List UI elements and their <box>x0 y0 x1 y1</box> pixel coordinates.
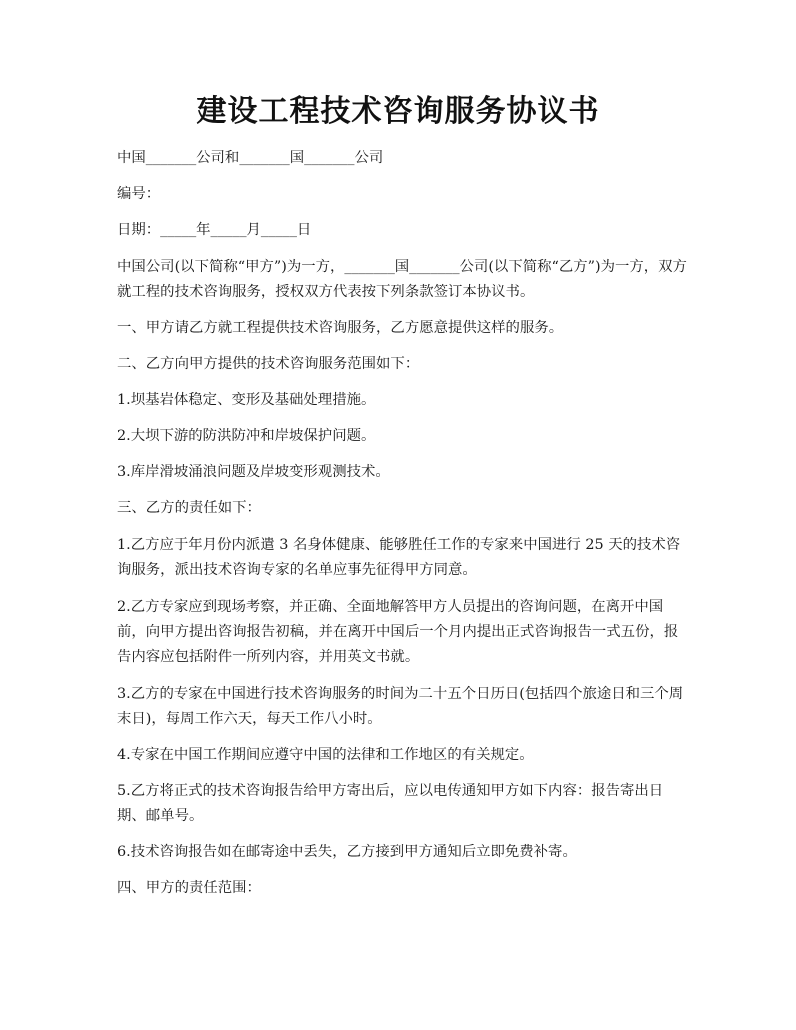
number-line: 编号： <box>117 186 161 202</box>
clause-3-item-4: 4.专家在中国工作期间应遵守中国的法律和工作地区的有关规定。 <box>117 747 534 763</box>
clause-2-heading: 二、乙方向甲方提供的技术咨询服务范围如下： <box>117 356 420 372</box>
clause-2-item-2: 2.大坝下游的防洪防冲和岸坡保护问题。 <box>117 428 376 444</box>
clause-3-item-1: 1.乙方应于年月份内派遣 3 名身体健康、能够胜任工作的专家来中国进行 25 天的技术咨询服务，派出技术咨询专家的名单应事先征得甲方同意。 <box>117 537 681 578</box>
clause-4-heading: 四、甲方的责任范围： <box>117 880 261 896</box>
clause-3-item-3: 3.乙方的专家在中国进行技术咨询服务的时间为二十五个日历日(包括四个旅途日和三个周末日)，每周工作六天，每天工作八小时。 <box>117 686 684 727</box>
clause-1: 一、甲方请乙方就工程提供技术咨询服务，乙方愿意提供这样的服务。 <box>117 320 564 336</box>
preamble-paragraph: 中国公司(以下简称“甲方”)为一方，_______国_______公司(以下简称“乙方”)为一方，双方就工程的技术咨询服务，授权双方代表按下列条款签订本协议书。 <box>117 259 687 300</box>
date-line: 日期：_____年_____月_____日 <box>117 222 312 238</box>
document-title: 建设工程技术咨询服务协议书 <box>196 94 600 129</box>
clause-2-item-3: 3.库岸滑坡涌浪问题及岸坡变形观测技术。 <box>117 464 390 480</box>
clause-3-item-5: 5.乙方将正式的技术咨询报告给甲方寄出后，应以电传通知甲方如下内容：报告寄出日期、邮单号。 <box>117 783 664 824</box>
clause-3-item-2: 2.乙方专家应到现场考察，并正确、全面地解答甲方人员提出的咨询问题，在离开中国前，向甲方提出咨询报告初稿，并在离开中国后一个月内提出正式咨询报告一式五份，报告内容应包括附件一所列内容，并用英文书就。 <box>117 599 679 665</box>
parties-line: 中国_______公司和_______国_______公司 <box>117 150 384 166</box>
clause-2-item-1: 1.坝基岩体稳定、变形及基础处理措施。 <box>117 392 376 408</box>
clause-3-item-6: 6.技术咨询报告如在邮寄途中丢失，乙方接到甲方通知后立即免费补寄。 <box>117 844 577 860</box>
document-body <box>117 146 687 901</box>
clause-3-heading: 三、乙方的责任如下： <box>117 500 261 516</box>
